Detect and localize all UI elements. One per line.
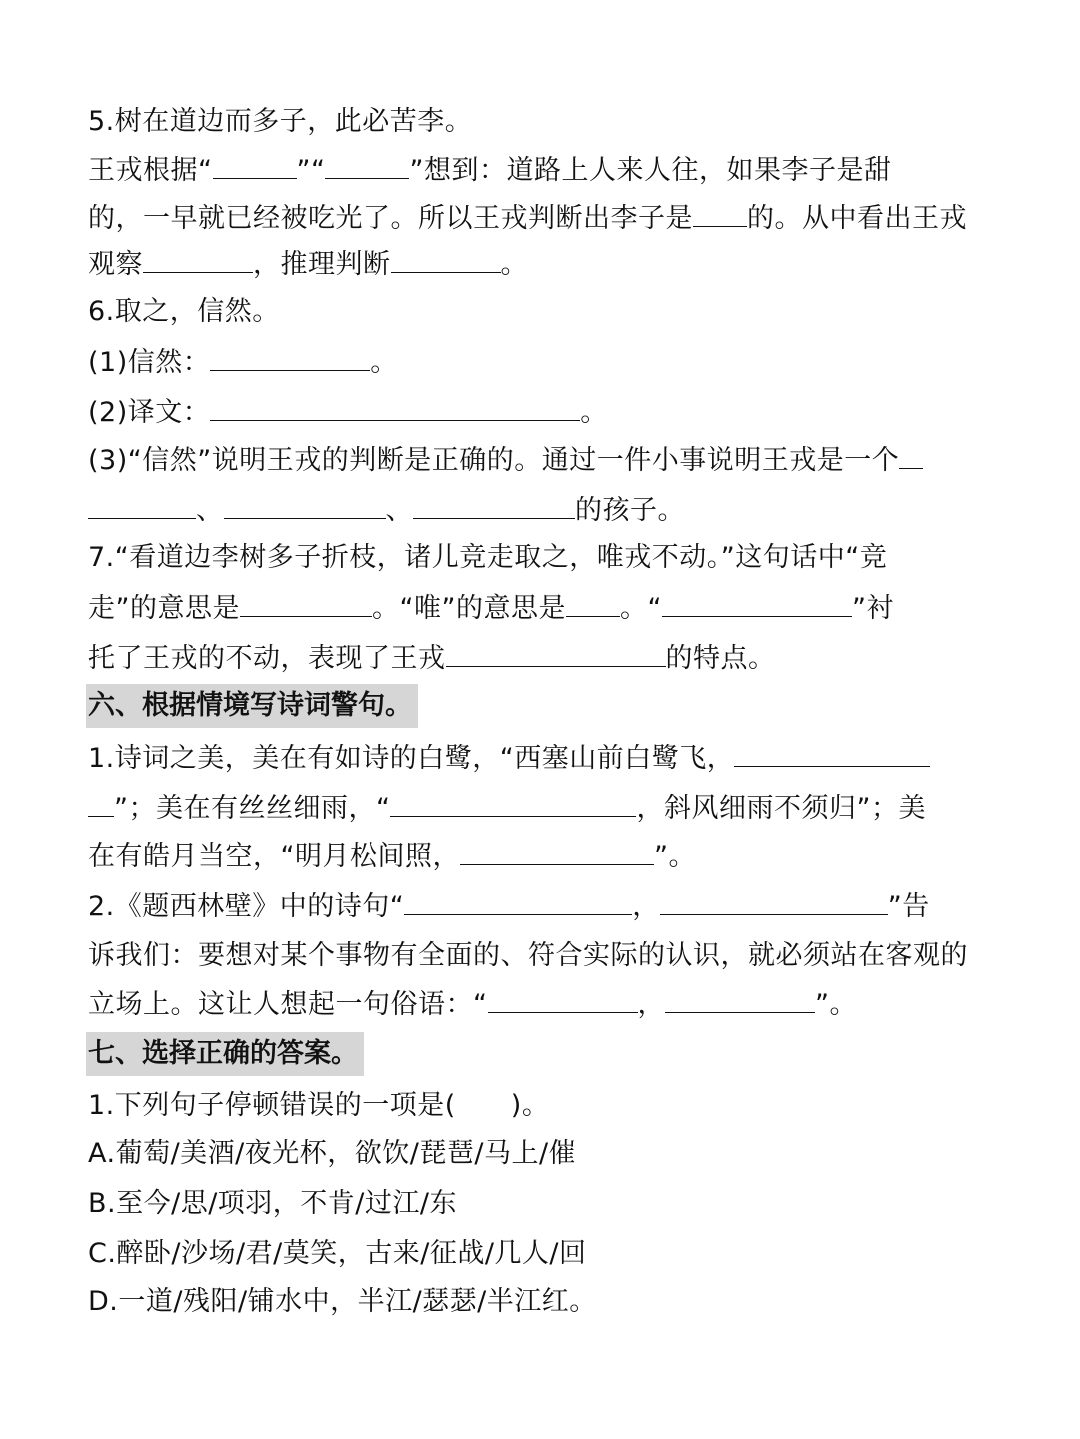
answer-blank[interactable] — [566, 590, 620, 617]
q5-text: ”“ — [296, 155, 326, 186]
section-7-heading: 七、选择正确的答案。 — [86, 1032, 364, 1076]
q5-line-3 — [88, 246, 978, 283]
q7-text: ”衬 — [851, 593, 894, 624]
s6-q1-line-3 — [88, 838, 978, 875]
s6-q2-line-2: 诉我们：要想对某个事物有全面的、符合实际的认识，就必须站在客观的 — [88, 940, 968, 971]
option-b[interactable]: B.至今/思/项羽，不肯/过江/东 — [88, 1188, 457, 1219]
s7-question: 1.下列句子停顿错误的一项是( )。 — [88, 1090, 550, 1121]
s6-text: ”。 — [654, 841, 696, 872]
q5-line-2 — [88, 200, 978, 237]
q5-text: 的。从中看出王戎 — [747, 203, 967, 234]
q7-line-1: 7.“看道边李树多子折枝，诸儿竞走取之，唯戎不动。”这句话中“竞 — [88, 542, 888, 573]
answer-blank[interactable] — [88, 790, 114, 817]
answer-blank[interactable] — [665, 986, 815, 1013]
answer-blank[interactable] — [143, 246, 253, 273]
q6-text: (3)“信然”说明王戎的判断是正确的。通过一件小事说明王戎是一个 — [88, 445, 900, 476]
q6-text: (2)译文： — [88, 397, 211, 428]
q6-text: 、 — [385, 495, 413, 526]
q5-text: 的，一早就已经被吃光了。所以王戎判断出李子是 — [88, 203, 693, 234]
s6-text: ”。 — [815, 989, 857, 1020]
answer-blank[interactable] — [210, 394, 580, 421]
answer-blank[interactable] — [213, 152, 297, 179]
q6-part-1 — [88, 344, 978, 381]
option-c[interactable]: C.醉卧/沙场/君/莫笑，古来/征战/几人/回 — [88, 1238, 587, 1269]
answer-blank[interactable] — [325, 152, 409, 179]
q5-text: ，推理判断 — [253, 249, 391, 280]
q7-text: 托了王戎的不动，表现了王戎 — [88, 643, 446, 674]
q7-text: 。“ — [619, 593, 662, 624]
q6-part-3-cont — [88, 492, 978, 529]
q7-line-2 — [88, 590, 978, 627]
q5-text: ”想到：道路上人来人往，如果李子是甜 — [409, 155, 892, 186]
answer-blank[interactable] — [391, 246, 501, 273]
q6-text: 的孩子。 — [575, 495, 685, 526]
s6-text: 立场上。这让人想起一句俗语：“ — [88, 989, 488, 1020]
q5-line-1 — [88, 152, 978, 189]
q6-text: 。 — [370, 347, 398, 378]
q7-text: 走”的意思是 — [88, 593, 240, 624]
q5-text: 王戎根据“ — [88, 155, 213, 186]
s6-text: ”告 — [887, 891, 930, 922]
answer-blank[interactable] — [404, 888, 632, 915]
answer-blank[interactable] — [662, 590, 852, 617]
s6-text: 在有皓月当空，“明月松间照， — [88, 841, 460, 872]
q6-part-3 — [88, 442, 978, 479]
answer-blank[interactable] — [734, 740, 930, 767]
s6-text: ，斜风细雨不须归”；美 — [636, 793, 926, 824]
answer-blank[interactable] — [446, 640, 666, 667]
q5-text: 。 — [500, 249, 528, 280]
answer-blank[interactable] — [693, 200, 747, 227]
q6-text: 、 — [196, 495, 224, 526]
q6-text: 。 — [580, 397, 608, 428]
q7-line-3 — [88, 640, 978, 677]
answer-blank[interactable] — [210, 344, 370, 371]
s6-q2-line-3 — [88, 986, 978, 1023]
answer-blank[interactable] — [488, 986, 638, 1013]
q5-text: 观察 — [88, 249, 143, 280]
q7-text: 的特点。 — [665, 643, 776, 674]
s6-text: ， — [632, 891, 660, 922]
s6-text: ”；美在有丝丝细雨，“ — [114, 793, 391, 824]
s6-text: 2.《题西林壁》中的诗句“ — [88, 891, 405, 922]
q5-title: 5.树在道边而多子，此必苦李。 — [88, 106, 473, 137]
q6-text: (1)信然： — [88, 347, 211, 378]
option-a[interactable]: A.葡萄/美酒/夜光杯，欲饮/琵琶/马上/催 — [88, 1138, 577, 1169]
s6-q1-line-1 — [88, 740, 978, 777]
s6-text: 1.诗词之美，美在有如诗的白鹭，“西塞山前白鹭飞， — [88, 743, 735, 774]
answer-blank[interactable] — [413, 492, 575, 519]
q7-text: 。“唯”的意思是 — [372, 593, 566, 624]
answer-blank[interactable] — [224, 492, 386, 519]
s6-text: ， — [637, 989, 665, 1020]
answer-blank[interactable] — [460, 838, 654, 865]
answer-blank[interactable] — [240, 590, 372, 617]
answer-blank[interactable] — [88, 492, 196, 519]
answer-blank[interactable] — [660, 888, 888, 915]
s6-q2-line-1 — [88, 888, 978, 925]
answer-blank[interactable] — [390, 790, 636, 817]
s6-q1-line-2 — [88, 790, 978, 827]
option-d[interactable]: D.一道/残阳/铺水中，半江/瑟瑟/半江红。 — [88, 1286, 597, 1317]
answer-blank[interactable] — [899, 442, 923, 469]
section-6-heading: 六、根据情境写诗词警句。 — [86, 684, 418, 728]
q6-part-2 — [88, 394, 978, 431]
q6-title: 6.取之，信然。 — [88, 296, 280, 327]
